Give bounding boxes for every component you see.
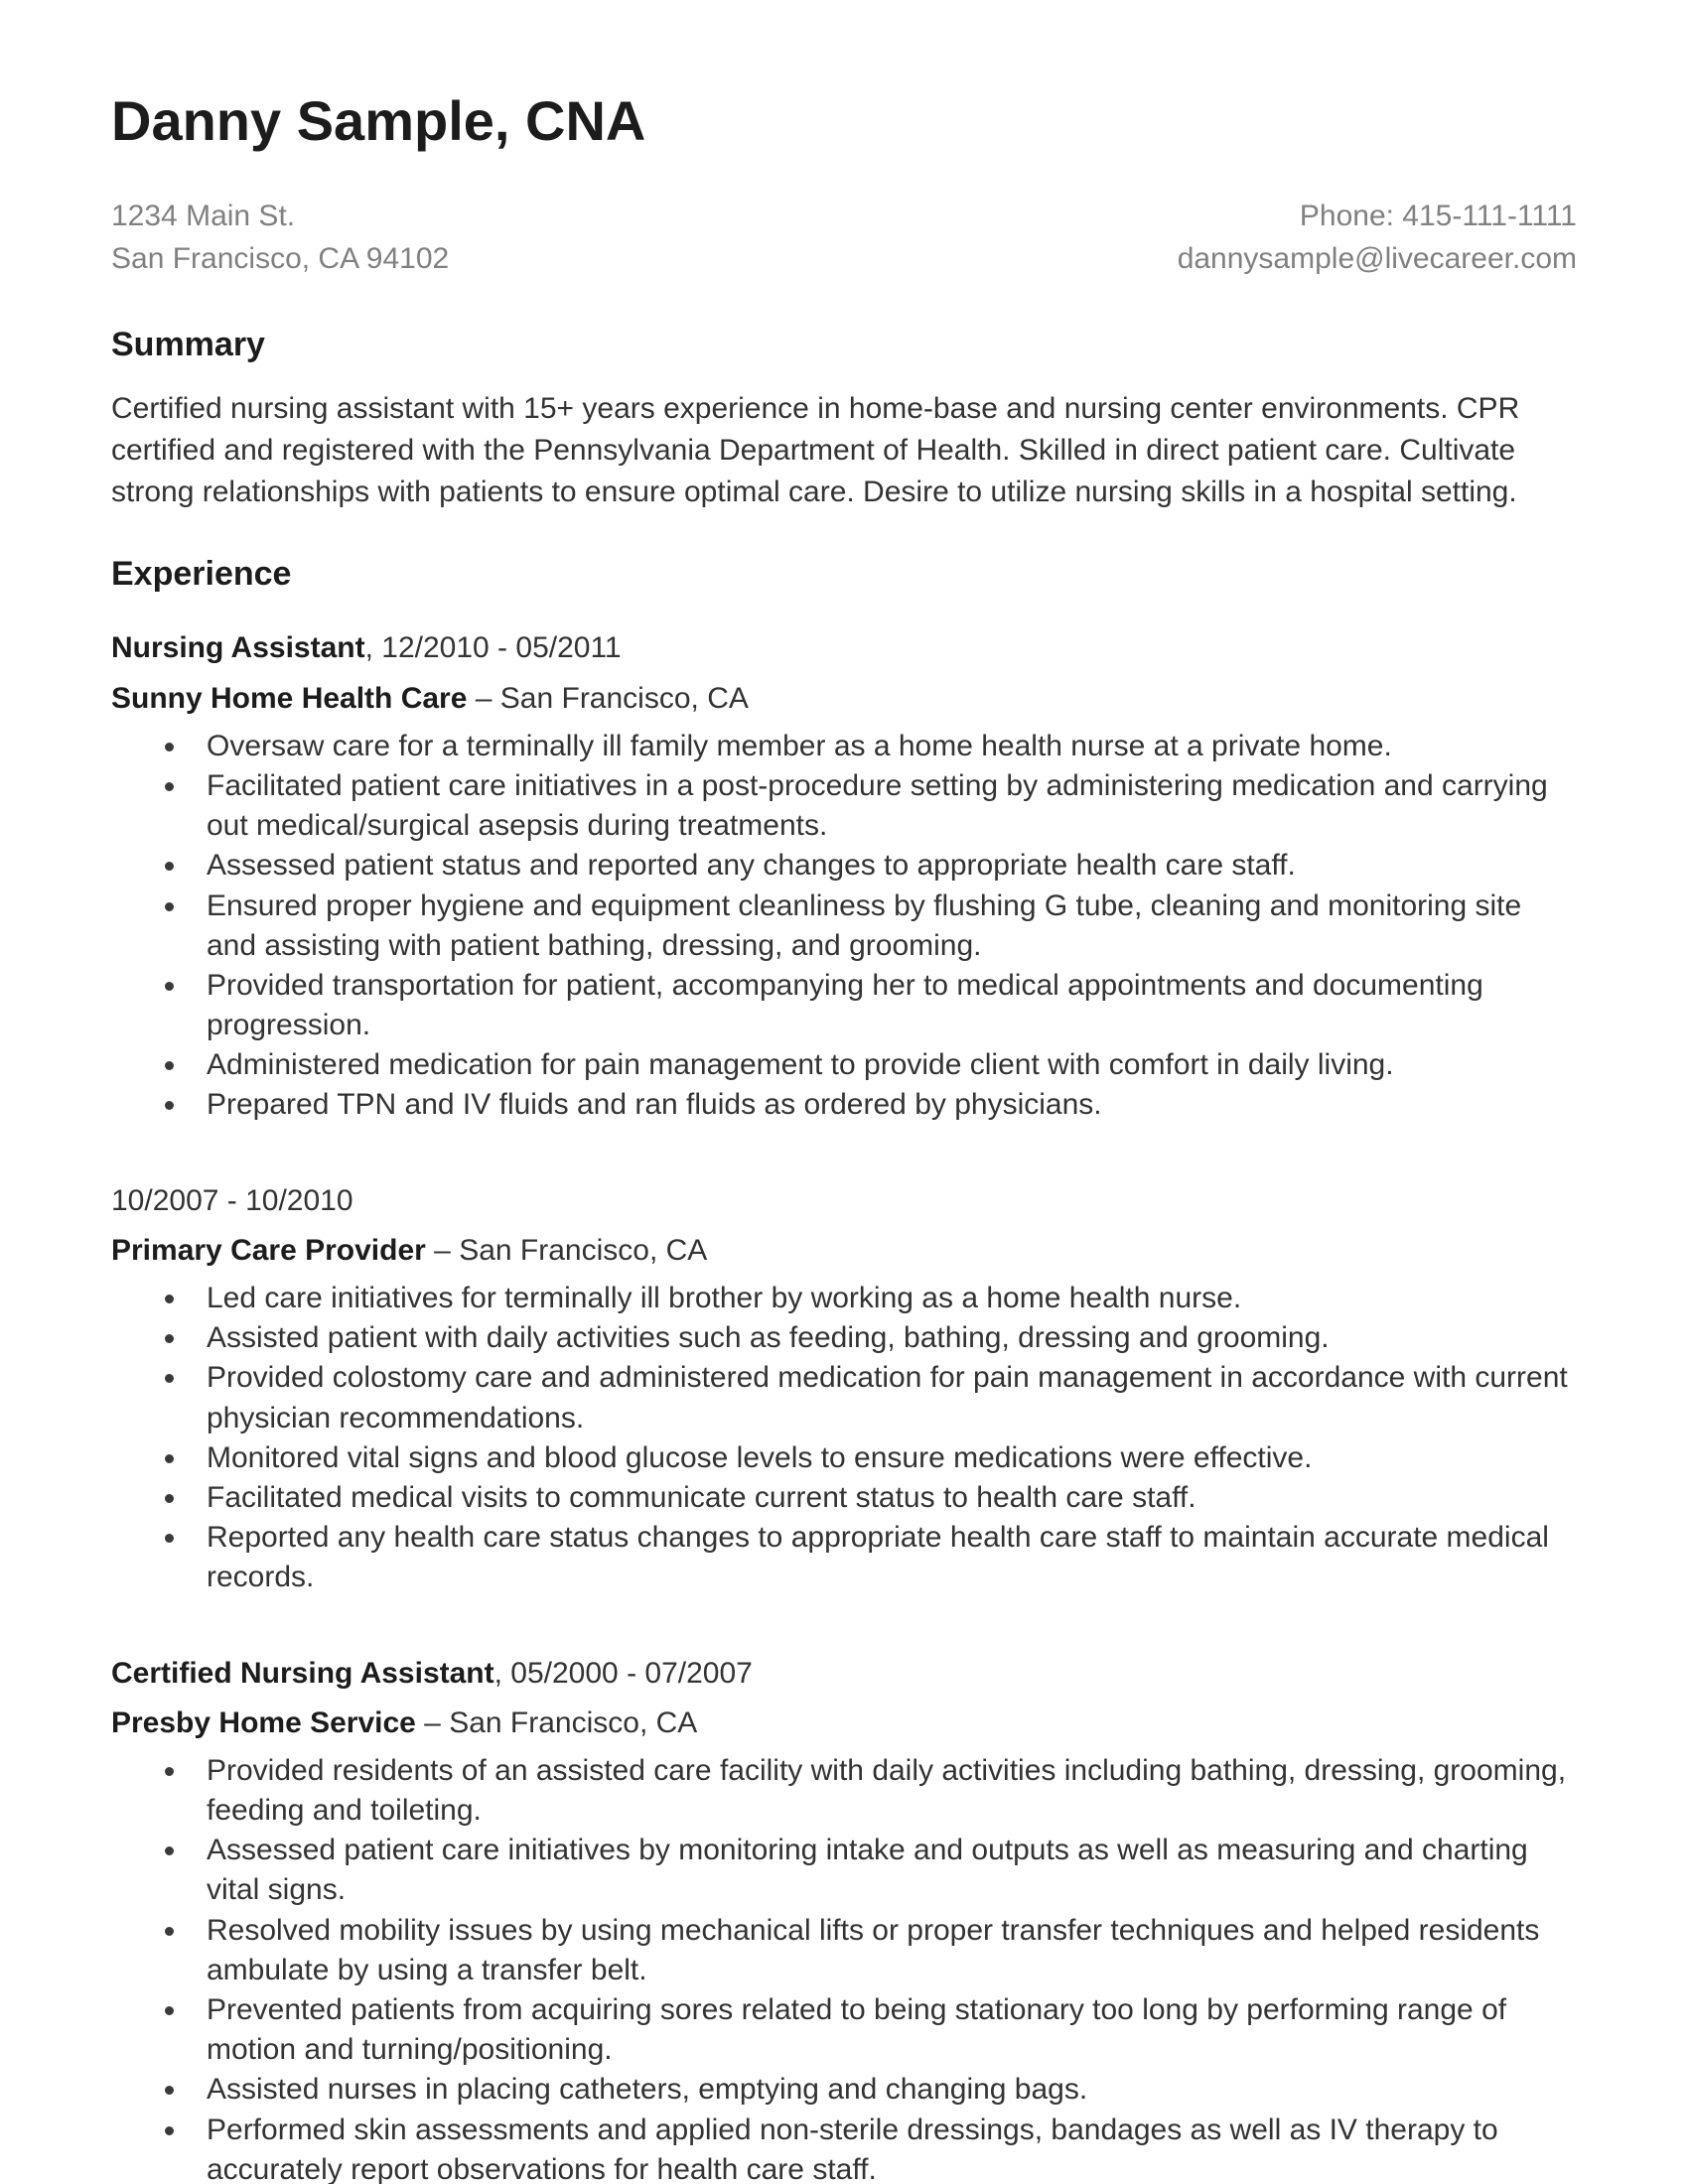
bullet-item: Administered medication for pain management to provide client with comfort in daily living.	[163, 1045, 1577, 1085]
bullet-item: Provided transportation for patient, accompanying her to medical appointments and documenting progression.	[163, 966, 1577, 1045]
job-dates: , 05/2000 - 07/2007	[493, 1656, 753, 1690]
resume-name-heading: Danny Sample, CNA	[111, 89, 646, 152]
job-company-line	[111, 1231, 1577, 1271]
bullet-item: Provided colostomy care and administered medication for pain management in accordance with current physician recommendations.	[163, 1358, 1577, 1437]
contact-phone-email	[1178, 196, 1577, 280]
job-title: Certified Nursing Assistant	[111, 1656, 494, 1690]
email-text: dannysample@livecareer.com	[1177, 241, 1577, 275]
job-bullet-list	[111, 1279, 1577, 1598]
job-company: Sunny Home Health Care	[111, 681, 468, 715]
bullet-item: Assisted patient with daily activities such as feeding, bathing, dressing and grooming.	[163, 1318, 1577, 1358]
job-bullet-list	[111, 727, 1577, 1126]
bullet-item: Prepared TPN and IV fluids and ran fluids as ordered by physicians.	[163, 1085, 1577, 1125]
job-dates: , 12/2010 - 05/2011	[364, 631, 622, 665]
bullet-item: Assessed patient care initiatives by monitoring intake and outputs as well as measuring and charting vital signs.	[163, 1831, 1577, 1910]
job-location: – San Francisco, CA	[467, 681, 749, 715]
job-company-line	[111, 679, 1577, 719]
job-entry	[111, 1181, 1577, 1598]
job-location: – San Francisco, CA	[425, 1233, 708, 1267]
bullet-item: Prevented patients from acquiring sores related to being stationary too long by performing range of motion and turning/positioning.	[163, 1990, 1577, 2070]
bullet-item: Facilitated patient care initiatives in a post-procedure setting by administering medication and carrying out medical/surgical asepsis during treatments.	[163, 766, 1577, 846]
job-bullet-list	[111, 1751, 1577, 2184]
job-entry	[111, 1654, 1577, 2184]
bullet-item: Assisted nurses in placing catheters, emptying and changing bags.	[163, 2070, 1577, 2110]
bullet-item: Oversaw care for a terminally ill family member as a home health nurse at a private home.	[163, 727, 1577, 766]
bullet-item: Provided residents of an assisted care facility with daily activities including bathing, dressing, grooming, feeding and toileting.	[163, 1751, 1577, 1831]
summary-paragraph: Certified nursing assistant with 15+ years experience in home-base and nursing center environments. CPR certified and registered with the Pennsylvania Department of Health. Skilled in direct patient care. Cultivate strong relationships with patients to ensure optimal care. Desire to utilize nursing skills in a hospital setting.	[111, 391, 1520, 508]
address-line2: San Francisco, CA 94102	[111, 241, 450, 275]
summary-heading: Summary	[111, 326, 265, 364]
job-title: Nursing Assistant	[111, 631, 365, 665]
bullet-item: Led care initiatives for terminally ill brother by working as a home health nurse.	[163, 1279, 1577, 1318]
job-company: Presby Home Service	[111, 1706, 416, 1739]
job-title-line	[111, 1654, 1577, 1694]
bullet-item: Resolved mobility issues by using mechanical lifts or proper transfer techniques and helped residents ambulate by using a transfer belt.	[163, 1911, 1577, 1990]
bullet-item: Facilitated medical visits to communicate current status to health care staff.	[163, 1478, 1577, 1518]
job-company: Primary Care Provider	[111, 1233, 426, 1267]
bullet-item: Assessed patient status and reported any changes to appropriate health care staff.	[163, 846, 1577, 886]
job-entry	[111, 628, 1577, 1125]
job-company-line	[111, 1704, 1577, 1743]
bullet-item: Ensured proper hygiene and equipment cleanliness by flushing G tube, cleaning and monitoring site and assisting with patient bathing, dressing, and grooming.	[163, 887, 1577, 966]
bullet-item: Reported any health care status changes to appropriate health care staff to maintain accurate medical records.	[163, 1518, 1577, 1597]
bullet-item: Monitored vital signs and blood glucose levels to ensure medications were effective.	[163, 1438, 1577, 1478]
contact-block	[111, 196, 1577, 280]
experience-heading: Experience	[111, 554, 292, 593]
phone-text: Phone: 415-111-1111	[1299, 200, 1577, 233]
job-location: – San Francisco, CA	[415, 1706, 698, 1739]
bullet-item: Performed skin assessments and applied non-sterile dressings, bandages as well as IV therapy to accurately report observations for health care staff.	[163, 2111, 1577, 2184]
job-dates: 10/2007 - 10/2010	[111, 1183, 353, 1217]
address-line1: 1234 Main St.	[111, 200, 296, 233]
contact-address	[111, 196, 449, 280]
job-title-line	[111, 628, 1577, 668]
job-title-line	[111, 1181, 1577, 1221]
